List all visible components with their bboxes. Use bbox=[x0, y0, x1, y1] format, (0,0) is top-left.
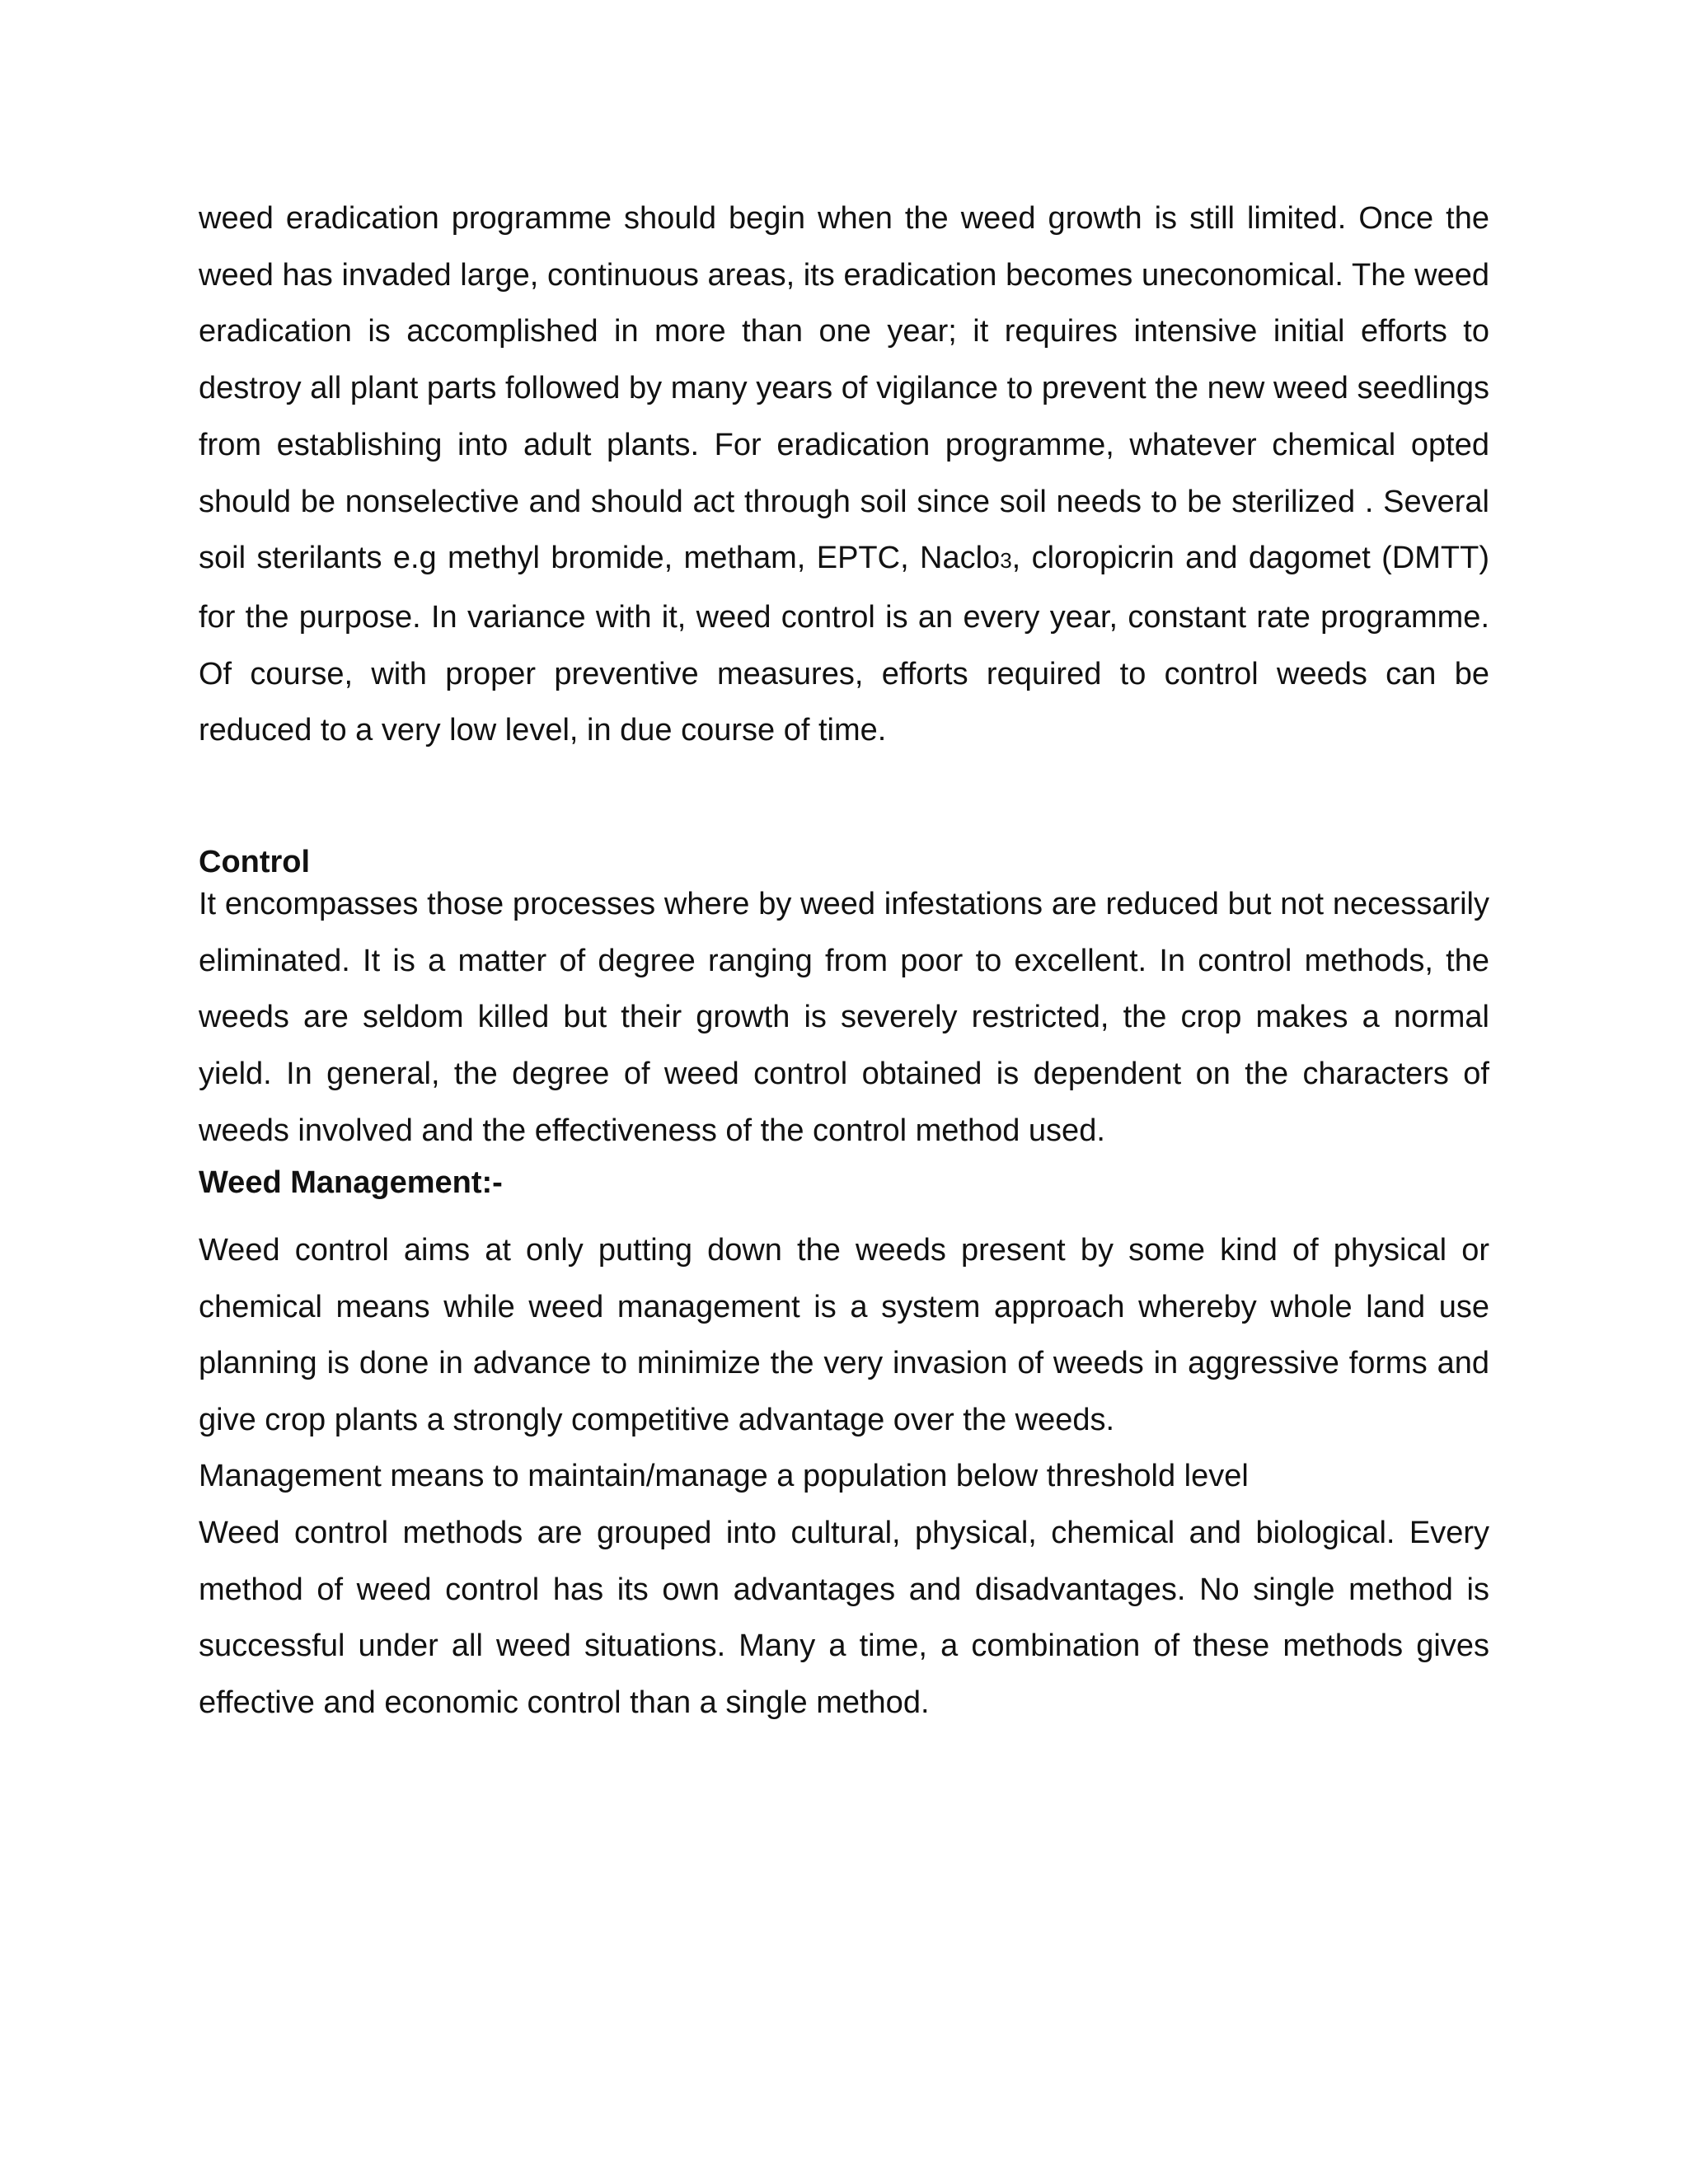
subscript-3: 3 bbox=[1000, 548, 1012, 574]
paragraph-eradication-text-2: , cloropicrin and dagomet (DMTT) for the purpose. In variance with it, weed control is an every year, constant rate programme. Of course, with proper preventive measures, efforts required to control weeds can be reduced to a very low level, in due course of time. bbox=[199, 541, 1489, 748]
heading-weed-management: Weed Management:- bbox=[199, 1165, 503, 1200]
paragraph-control: It encompasses those processes where by weed infestations are reduced but not necessarily eliminated. It is a matter of degree ranging from poor to excellent. In control methods, the weeds are seldom killed but their growth is severely restricted, the crop makes a normal yield. In general, the degree of weed control obtained is dependent on the characters of weeds involved and the effectiveness of the control method used. bbox=[199, 887, 1489, 1148]
paragraph-control-methods: Weed control methods are grouped into cultural, physical, chemical and biological. Every method of weed control has its own advantages and disadvantages. No single method is successful under all weed situations. Many a time, a combination of these methods gives effective and economic control than a single method. bbox=[199, 1516, 1489, 1721]
paragraph-eradication-text-1: weed eradication programme should begin when the weed growth is still limited. Once the weed has invaded large, continuous areas, its eradication becomes uneconomical. The weed eradication is accomplished in more than one year; it requires intensive initial efforts to destroy all plant parts followed by many years of vigilance to prevent the new weed seedlings from establishing into adult plants. For eradication programme, whatever chemical opted should be nonselective and should act through soil since soil needs to be sterilized . Several soil sterilants e.g methyl bromide, metham, EPTC, Naclo bbox=[199, 201, 1489, 576]
heading-control: Control bbox=[199, 845, 311, 879]
paragraph-threshold: Management means to maintain/manage a population below threshold level bbox=[199, 1459, 1249, 1493]
paragraph-weed-management: Weed control aims at only putting down the weeds present by some kind of physical or chemical means while weed management is a system approach whereby whole land use planning is done in advance to minimize the very invasion of weeds in aggressive forms and give crop plants a strongly competitive advantage over the weeds. bbox=[199, 1233, 1489, 1438]
paragraph-eradication bbox=[199, 190, 1489, 759]
